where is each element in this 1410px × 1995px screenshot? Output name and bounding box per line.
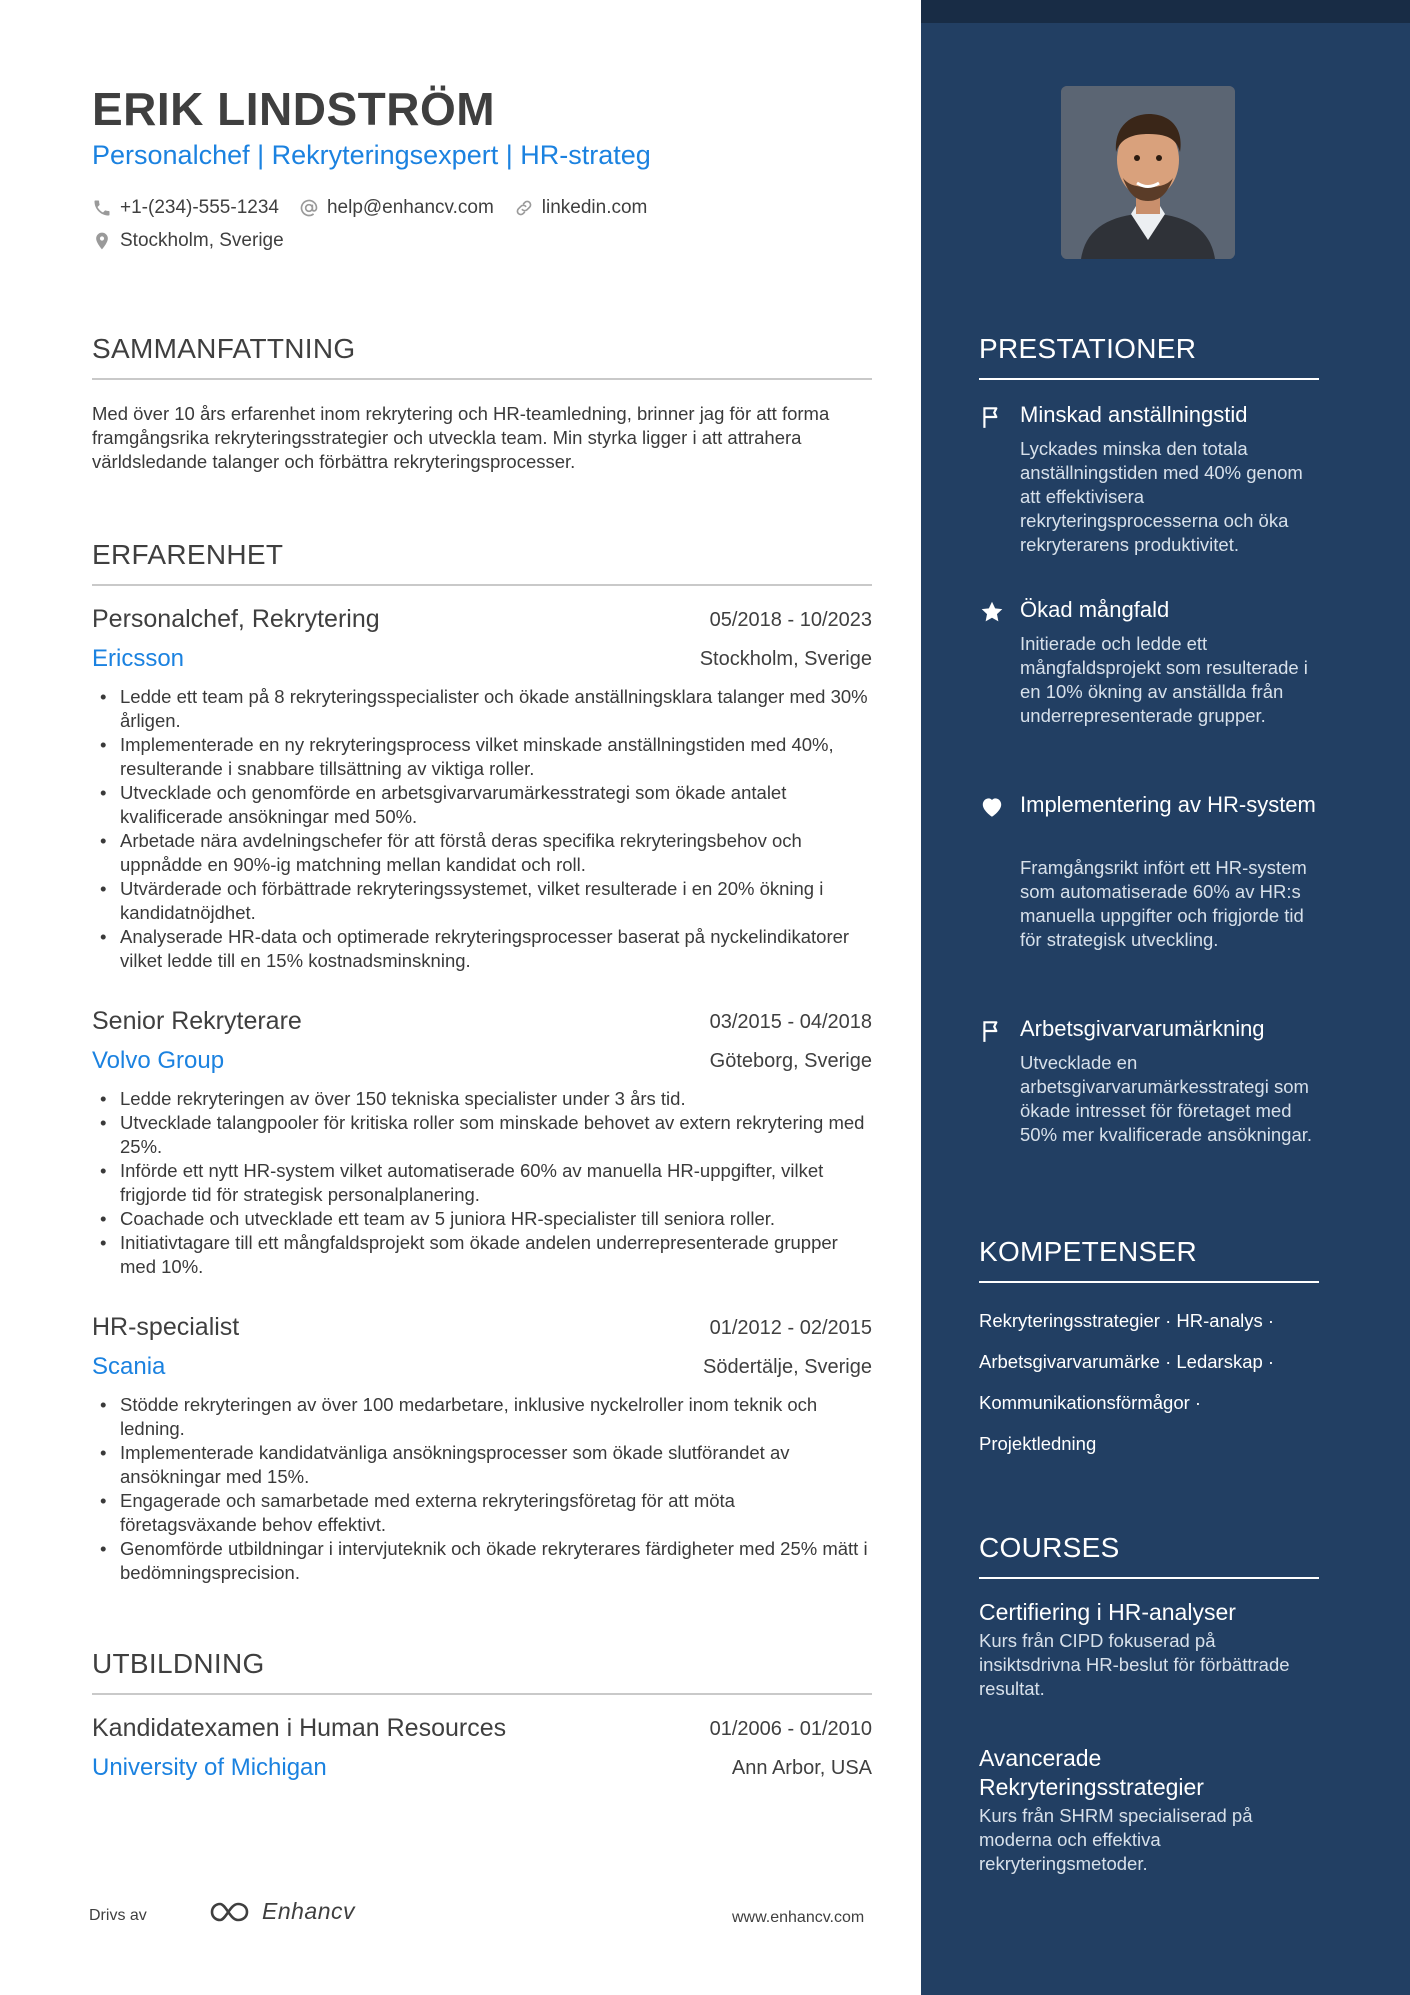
courses-divider <box>979 1577 1319 1579</box>
bullet: • Initiativtagare till ett mångfaldsprojekt som ökade andelen underrepresenterade grupper med 10%. <box>120 1231 872 1279</box>
skills-divider <box>979 1281 1319 1283</box>
bullet: • Ledde ett team på 8 rekryteringsspecialister och ökade anställningsklara talanger med 30% årligen. <box>120 685 872 733</box>
job-title: HR-specialist <box>92 1313 240 1341</box>
linkedin-text[interactable]: linkedin.com <box>541 197 648 218</box>
achievement-title: Arbetsgivarvarumärkning <box>1020 1016 1265 1041</box>
job-title: Senior Rekryterare <box>92 1007 302 1035</box>
job-dates: 01/2012 - 02/2015 <box>709 1317 872 1339</box>
achievement-desc: Framgångsrikt infört ett HR-system som automatiserade 60% av HR:s manuella uppgifter och frigjorde tid för strategisk utveckling. <box>1020 857 1307 950</box>
bullet: • Analyserade HR-data och optimerade rekryteringsprocesser baserat på nyckelindikatorer vilket ledde till en 15% kostnadsminskning. <box>120 925 872 973</box>
job-location: Södertälje, Sverige <box>703 1356 872 1378</box>
avatar-illustration <box>1061 86 1235 259</box>
course-item <box>979 1744 1319 1876</box>
bullet: • Utvecklade och genomförde en arbetsgivarvarumärkesstrategi som ökade antalet kvalificerade ansökningar med 50%. <box>120 781 872 829</box>
bullet: • Implementerade kandidatvänliga ansökningsprocesser som ökade slutförandet av ansökningar med 15%. <box>120 1441 872 1489</box>
bullet: • Utvärderade och förbättrade rekryteringssystemet, vilket resulterade i en 20% ökning i kandidatnöjdhet. <box>120 877 872 925</box>
job-company[interactable]: Ericsson <box>92 645 185 672</box>
job-dates: 03/2015 - 04/2018 <box>709 1011 872 1033</box>
sidebar <box>921 0 1410 1995</box>
skills-title: KOMPETENSER <box>979 1236 1198 1267</box>
contact-row <box>92 197 667 219</box>
school-name[interactable]: University of Michigan <box>92 1754 327 1781</box>
degree-title: Kandidatexamen i Human Resources <box>92 1714 507 1742</box>
phone-icon <box>92 198 112 218</box>
bullet: • Genomförde utbildningar i intervjuteknik och ökade rekryterares färdigheter med 25% mätt i bedömningsprecision. <box>120 1537 872 1585</box>
achievement-desc: Utvecklade en arbetsgivarvarumärkesstrategi som ökade intresset för företaget med 50% mer kvalificerade ansökningar. <box>1020 1052 1313 1145</box>
school-location: Ann Arbor, USA <box>731 1757 872 1779</box>
flag-icon <box>979 404 1005 430</box>
skills-list <box>979 1300 1319 1464</box>
powered-by-label: Drivs av <box>89 1907 147 1924</box>
bullet: • Implementerade en ny rekryteringsprocess vilket minskade anställningstiden med 40%, resulterande i snabbare tillsättning av viktiga roller. <box>120 733 872 781</box>
achievement-desc: Lyckades minska den totala anställningstiden med 40% genom att effektivisera rekryteringsprocesserna och öka rekryterarens produktivitet. <box>1020 438 1303 555</box>
phone-text[interactable]: +1-(234)-555-1234 <box>120 197 279 218</box>
job-dates: 05/2018 - 10/2023 <box>709 609 872 631</box>
bullet: • Införde ett nytt HR-system vilket automatiserade 60% av manuella HR-uppgifter, vilket frigjorde tid för strategisk personalplanering. <box>120 1159 872 1207</box>
location-pin-icon <box>92 231 112 251</box>
course-item <box>979 1598 1319 1701</box>
contact-phone <box>92 197 279 219</box>
achievement-title: Ökad mångfald <box>1020 597 1170 622</box>
skill-line: Rekryteringsstrategier · HR-analys · <box>979 1310 1275 1331</box>
achievement-title: Implementering av HR-system <box>1020 792 1316 817</box>
bullet: • Ledde rekryteringen av över 150 tekniska specialister under 3 års tid. <box>120 1087 872 1111</box>
course-desc: Kurs från CIPD fokuserad på insiktsdrivna HR-beslut för förbättrade resultat. <box>979 1630 1290 1699</box>
education-divider <box>92 1693 872 1695</box>
job-company[interactable]: Volvo Group <box>92 1047 225 1074</box>
bullet: • Stödde rekryteringen av över 100 medarbetare, inklusive nyckelroller inom teknik och ledning. <box>120 1393 872 1441</box>
skill-line: Kommunikationsförmågor · <box>979 1392 1202 1413</box>
summary-title: SAMMANFATTNING <box>92 333 356 364</box>
heart-icon <box>979 794 1005 820</box>
summary-divider <box>92 378 872 380</box>
flag-icon <box>979 1018 1005 1044</box>
location-text: Stockholm, Sverige <box>120 230 284 251</box>
bullet: • Arbetade nära avdelningschefer för att förstå deras specifika rekryteringsbehov och uppnådde en 90%-ig matchning mellan kandidat och roll. <box>120 829 872 877</box>
course-title: Avancerade Rekryteringsstrategier <box>979 1745 1204 1800</box>
candidate-name: ERIK LINDSTRÖM <box>92 83 496 135</box>
bullet: • Coachade och utvecklade ett team av 5 juniora HR-specialister till seniora roller. <box>120 1207 872 1231</box>
summary-text: Med över 10 års erfarenhet inom rekrytering och HR-teamledning, brinner jag för att forma framgångsrika rekryteringsstrategier och utveckla team. Min styrka ligger i att attrahera världsledande talanger och förbättra rekryteringsprocesser. <box>92 403 830 472</box>
job-company[interactable]: Scania <box>92 1353 166 1380</box>
star-icon <box>979 599 1005 625</box>
profile-photo <box>1061 86 1235 259</box>
contact-row-location <box>92 230 304 252</box>
achievement-desc: Initierade och ledde ett mångfaldsprojekt som resulterade i en 10% ökning av anställda från underrepresenterade grupper. <box>1020 633 1308 726</box>
job-location: Stockholm, Sverige <box>699 648 872 670</box>
at-icon <box>299 198 319 218</box>
brand-name: Enhancv <box>262 1898 356 1924</box>
achievements-divider <box>979 378 1319 380</box>
experience-title: ERFARENHET <box>92 539 284 570</box>
achievement-title: Minskad anställningstid <box>1020 402 1248 427</box>
job-location: Göteborg, Sverige <box>709 1050 872 1072</box>
footer-url[interactable]: www.enhancv.com <box>732 1909 865 1926</box>
skill-line: Arbetsgivarvarumärke · Ledarskap · <box>979 1351 1275 1372</box>
education-dates: 01/2006 - 01/2010 <box>709 1718 872 1740</box>
bullet: • Utvecklade talangpooler för kritiska roller som minskade behovet av extern rekrytering med 25%. <box>120 1111 872 1159</box>
email-text[interactable]: help@enhancv.com <box>326 197 494 218</box>
bullet: • Engagerade och samarbetade med externa rekryteringsföretag för att möta företagsväxande behov effektivt. <box>120 1489 872 1537</box>
course-title: Certifiering i HR-analyser <box>979 1599 1236 1625</box>
job-bullets <box>92 1087 872 1279</box>
enhancv-logo[interactable] <box>208 1898 355 1925</box>
link-icon <box>514 198 534 218</box>
experience-divider <box>92 584 872 586</box>
headline: Personalchef | Rekryteringsexpert | HR-strateg <box>92 140 651 170</box>
job-title: Personalchef, Rekrytering <box>92 605 380 633</box>
infinity-logo-icon <box>208 1899 256 1925</box>
contact-location <box>92 230 284 252</box>
job-bullets <box>92 1393 872 1585</box>
achievements-title: PRESTATIONER <box>979 333 1197 364</box>
job-bullets <box>92 685 872 973</box>
sidebar-top-bar <box>921 0 1410 23</box>
course-desc: Kurs från SHRM specialiserad på moderna och effektiva rekryteringsmetoder. <box>979 1805 1253 1874</box>
education-title: UTBILDNING <box>92 1648 265 1679</box>
skill-line: Projektledning <box>979 1433 1097 1454</box>
contact-linkedin <box>514 197 648 219</box>
contact-email <box>299 197 494 219</box>
courses-title: COURSES <box>979 1532 1120 1563</box>
